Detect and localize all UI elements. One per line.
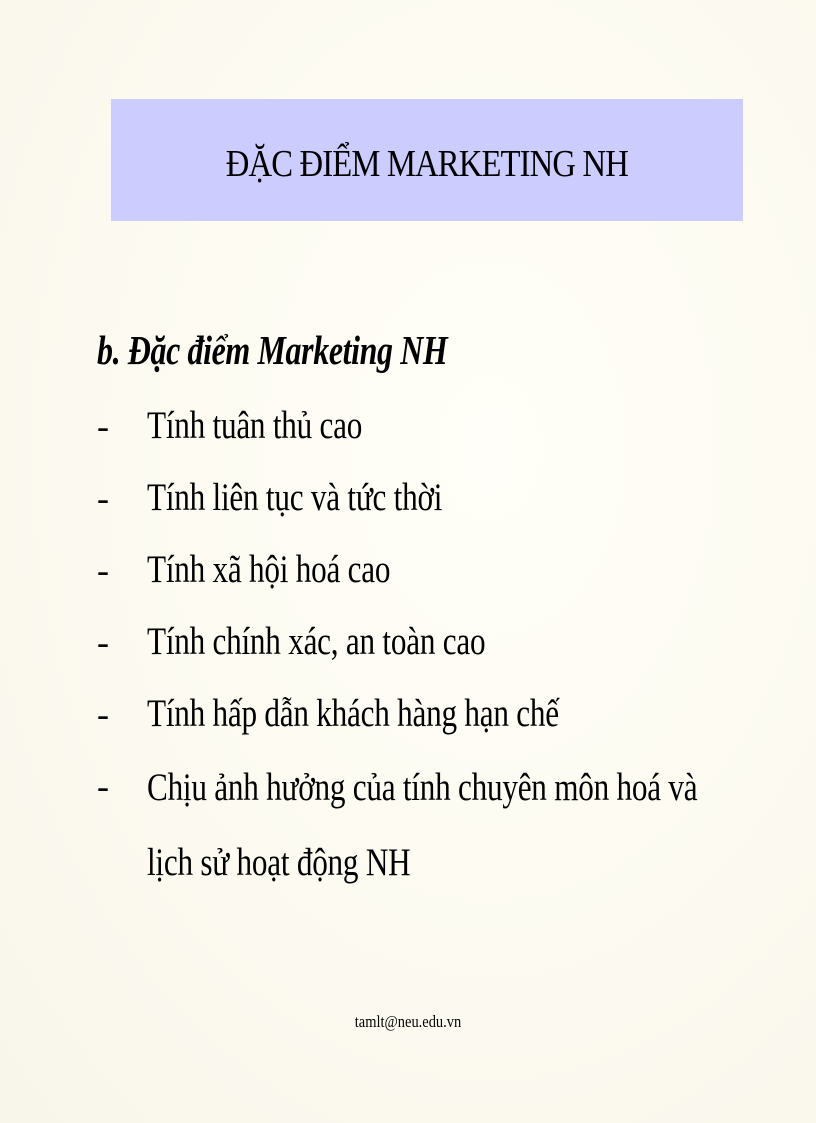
bullet-text: Tính hấp dẫn khách hàng hạn chế	[147, 692, 559, 735]
bullet-marker: -	[97, 406, 109, 446]
bullet-marker: -	[97, 694, 109, 734]
bullet-text: Tính liên tục và tức thời	[147, 476, 443, 519]
bullet-marker: -	[97, 550, 109, 590]
bullet-marker: -	[97, 766, 109, 806]
bullet-list	[97, 390, 777, 900]
section-subheading: b. Đặc điểm Marketing NH	[97, 327, 448, 373]
list-item	[97, 534, 777, 606]
slide-title: ĐẶC ĐIỂM MARKETING NH	[225, 143, 629, 185]
list-item	[97, 750, 777, 900]
list-item	[97, 678, 777, 750]
list-item	[97, 390, 777, 462]
footer-email: tamlt@neu.edu.vn	[354, 1012, 462, 1031]
bullet-text: Tính chính xác, an toàn cao	[147, 620, 486, 663]
bullet-marker: -	[97, 478, 109, 518]
bullet-text: Tính xã hội hoá cao	[147, 548, 391, 591]
bullet-text: Chịu ảnh hưởng của tính chuyên môn hoá và lịch sử hoạt động NH	[147, 766, 698, 884]
bullet-marker: -	[97, 622, 109, 662]
list-item	[97, 462, 777, 534]
bullet-text: Tính tuân thủ cao	[147, 404, 363, 447]
list-item	[97, 606, 777, 678]
title-banner	[111, 99, 743, 221]
